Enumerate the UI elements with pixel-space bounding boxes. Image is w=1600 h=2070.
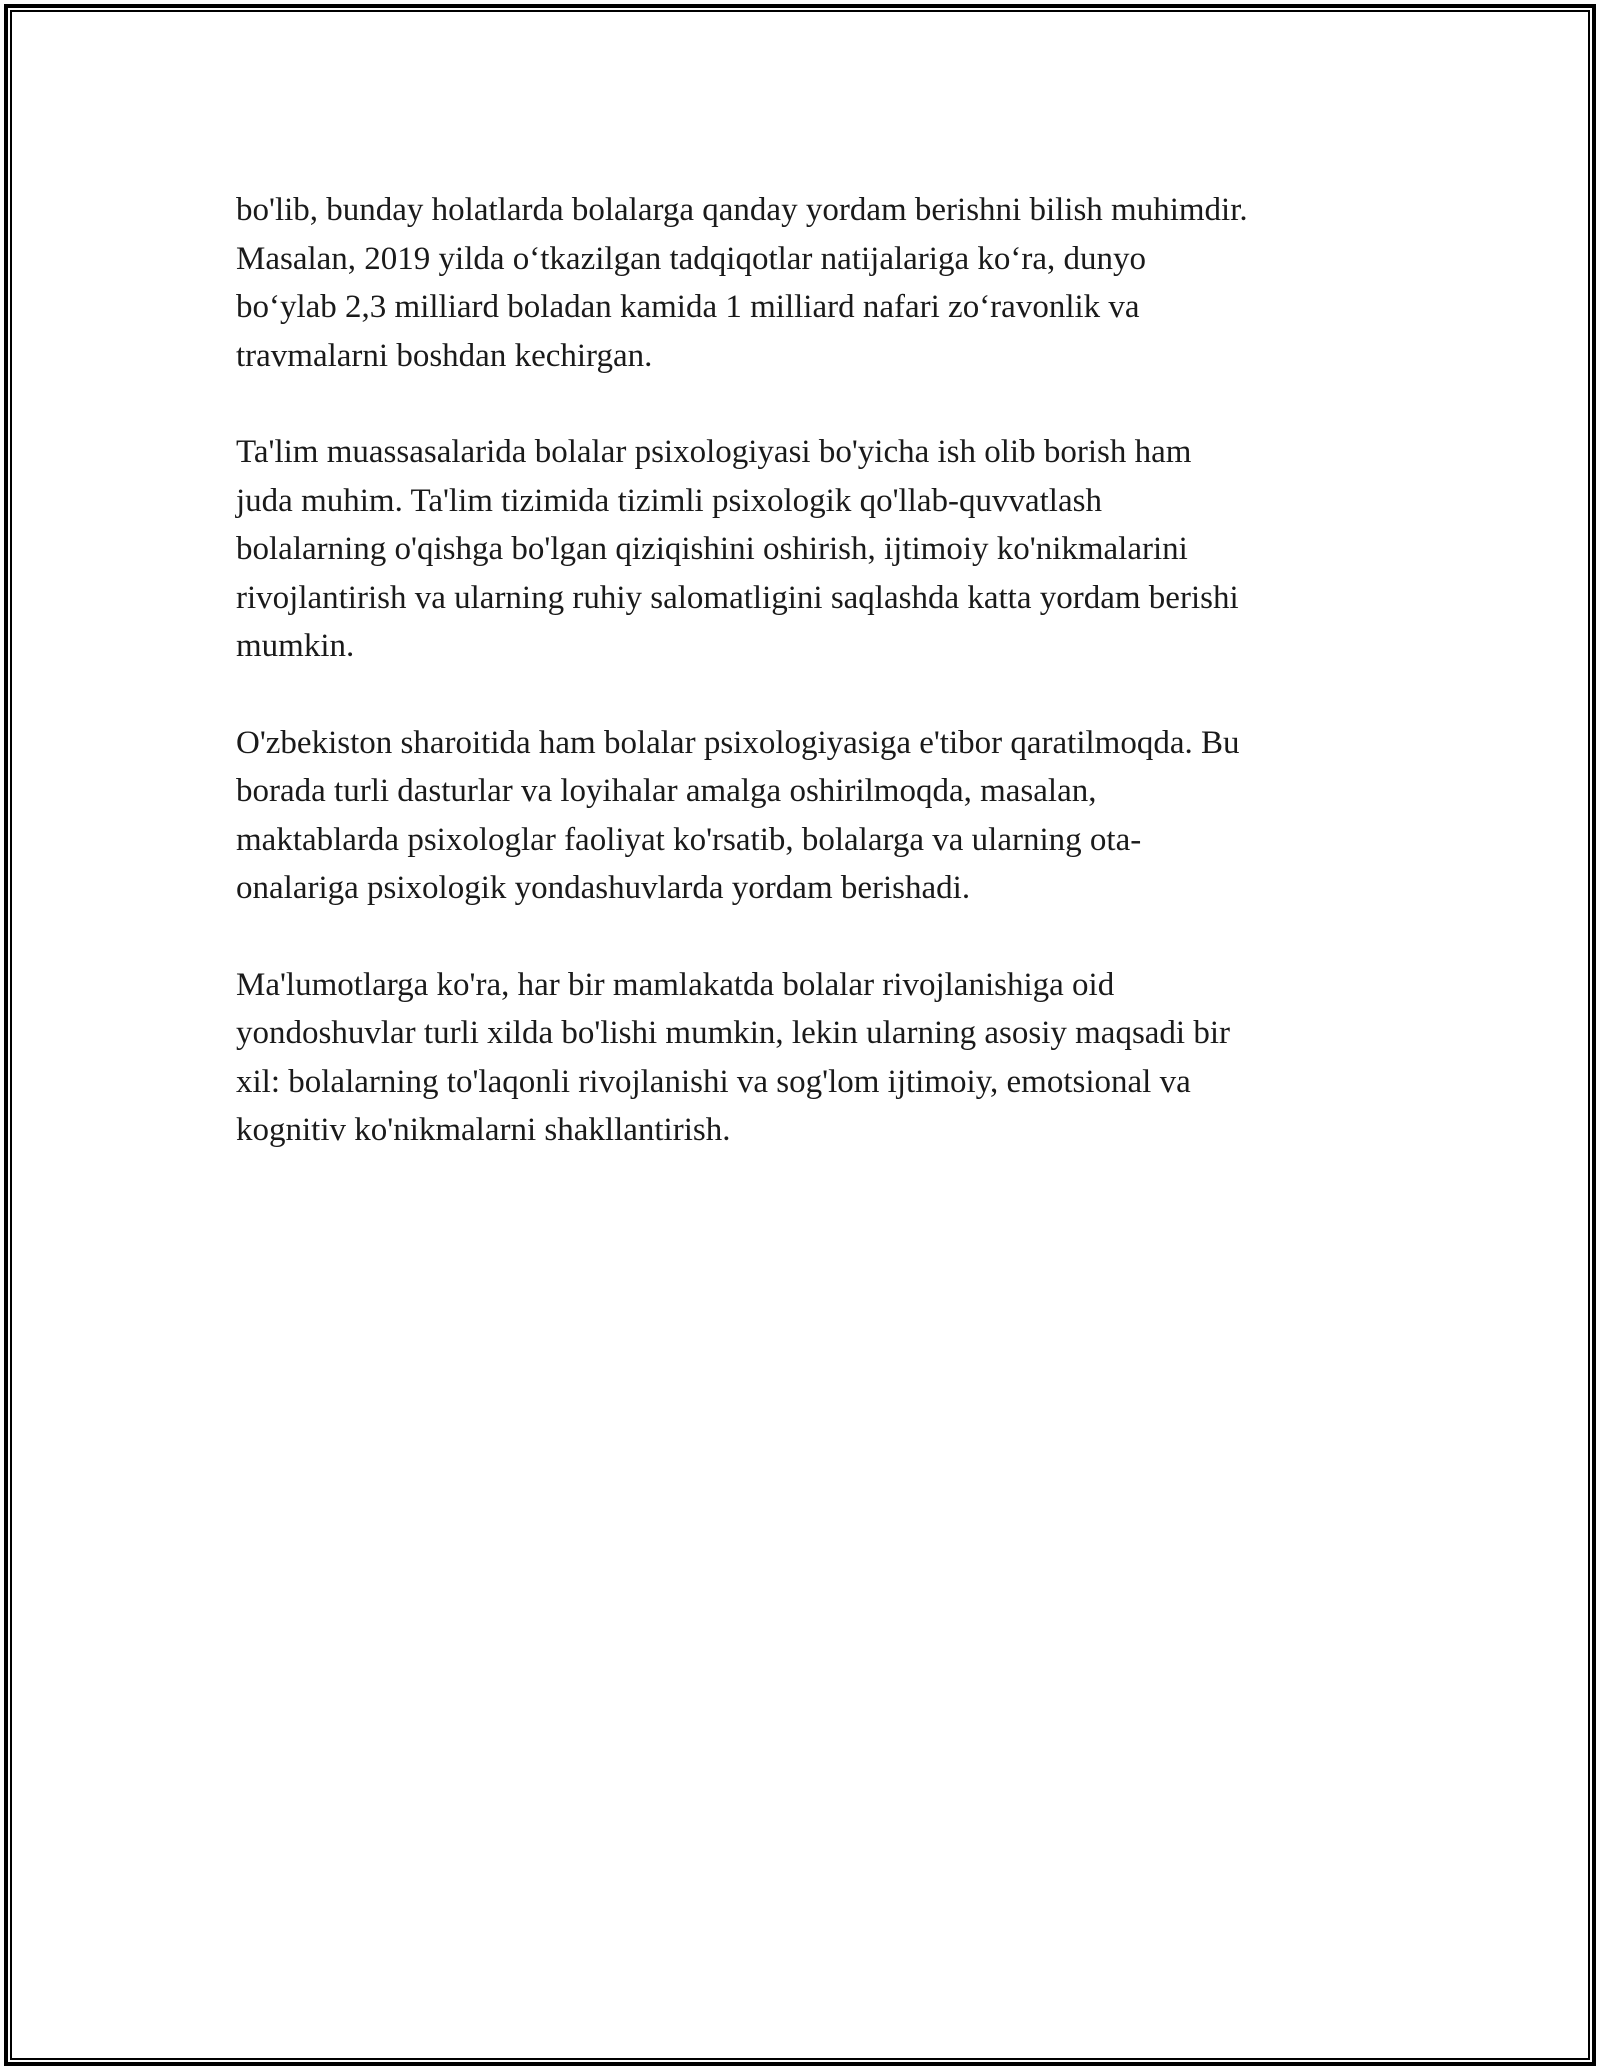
document-body <box>236 186 1376 1203</box>
paragraph-3: O'zbekiston sharoitida ham bolalar psixologiyasiga e'tibor qaratilmoqda. Bu borada turli dasturlar va loyihalar amalga oshirilmoqda, masalan, maktablarda psixologlar faoliyat ko'rsatib, bolalarga va ularning ota- onalariga psixologik yondashuvlarda yordam berishadi. <box>236 724 1240 906</box>
paragraph-1: bo'lib, bunday holatlarda bolalarga qanday yordam berishni bilish muhimdir. Masalan, 2019 yilda o‘tkazilgan tadqiqotlar natijalariga ko‘ra, dunyo bo‘ylab 2,3 milliard boladan kamida 1 milliard nafari zo‘ravonlik va travmalarni boshdan kechirgan. <box>236 192 1248 374</box>
paragraph-4: Ma'lumotlarga ko'ra, har bir mamlakatda bolalar rivojlanishiga oid yondoshuvlar turli xilda bo'lishi mumkin, lekin ularning asosiy maqsadi bir xil: bolalarning to'laqonli rivojlanishi va sog'lom ijtimoiy, emotsional va kognitiv ko'nikmalarni shakllantirish. <box>236 966 1231 1148</box>
paragraph-2: Ta'lim muassasalarida bolalar psixologiyasi bo'yicha ish olib borish ham juda muhim. Ta'lim tizimida tizimli psixologik qo'llab-quvvatlash bolalarning o'qishga bo'lgan qiziqishini oshirish, ijtimoiy ko'nikmalarini rivojlantirish va ularning ruhiy salomatligini saqlashda katta yordam berishi mumkin. <box>236 434 1239 664</box>
